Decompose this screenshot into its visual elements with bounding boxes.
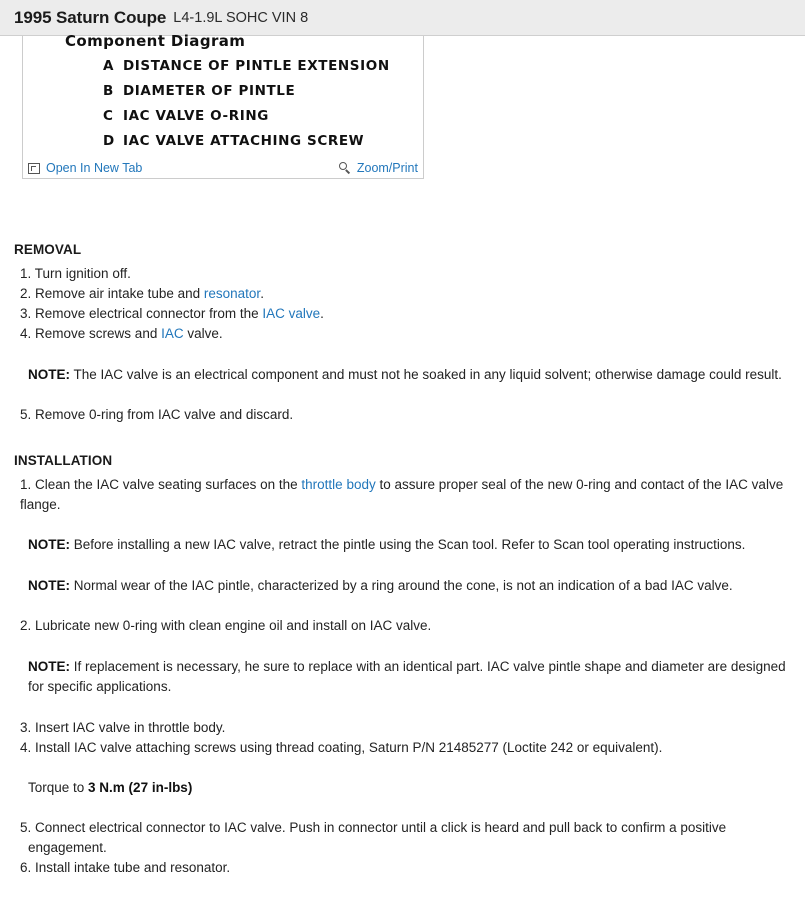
- article-body: [14, 240, 790, 879]
- list-item: [14, 304, 790, 324]
- step-text-tail: valve.: [183, 326, 223, 342]
- step-number: 1.: [20, 265, 32, 281]
- step-text-tail: to assure proper seal of the new 0-ring and contact of the IAC valve flange.: [20, 476, 784, 513]
- legend-text: IAC VALVE O-RING: [123, 108, 269, 124]
- note-text: If replacement is necessary, he sure to replace with an identical part. IAC valve pintle shape and diameter are designed for specific applications.: [28, 658, 786, 695]
- zoom-print-label: Zoom/Print: [356, 161, 418, 175]
- note-block: [14, 535, 790, 556]
- note-block: [14, 365, 790, 386]
- note-label: NOTE:: [28, 366, 70, 382]
- note-block: [14, 657, 790, 698]
- new-tab-icon: [28, 163, 40, 174]
- list-item: [14, 264, 790, 284]
- step-number: 3.: [20, 306, 32, 322]
- section-heading-installation: INSTALLATION: [14, 453, 113, 469]
- list-item: 4. Install IAC valve attaching screws using thread coating, Saturn P/N 21485277 (Loctite 242 or equivalent).: [20, 739, 663, 755]
- legend-key: D: [103, 133, 115, 149]
- torque-label: Torque to: [28, 780, 89, 796]
- legend-item: [23, 58, 423, 74]
- step-number: 2.: [20, 285, 32, 301]
- list-item: [14, 324, 790, 344]
- torque-spec: [14, 778, 790, 798]
- note-label: NOTE:: [28, 577, 70, 593]
- note-label: NOTE:: [28, 658, 70, 674]
- note-text: The IAC valve is an electrical component and must not he soaked in any liquid solvent; otherwise damage could result.: [70, 366, 782, 382]
- step-text: Remove screws and: [35, 326, 162, 342]
- legend-item: [23, 83, 423, 99]
- step-number: 4.: [20, 326, 32, 342]
- step-text: Remove air intake tube and: [35, 285, 204, 301]
- list-item: 5. Connect electrical connector to IAC valve. Push in connector until a click is heard and pull back to confirm a positive engagement.: [20, 819, 727, 856]
- link-resonator[interactable]: resonator: [203, 285, 261, 301]
- list-item: [14, 475, 790, 516]
- note-label: NOTE:: [28, 537, 70, 553]
- list-item: 5. Remove 0-ring from IAC valve and discard.: [20, 407, 294, 423]
- zoom-print-button[interactable]: [339, 161, 418, 175]
- legend-text: DIAMETER OF PINTLE: [123, 83, 296, 99]
- legend-key: C: [103, 108, 114, 124]
- legend-text: DISTANCE OF PINTLE EXTENSION: [123, 58, 390, 74]
- list-item: [14, 284, 790, 304]
- step-text: Remove electrical connector from the: [35, 306, 263, 322]
- note-text: Normal wear of the IAC pintle, characterized by a ring around the cone, is not an indication of a bad IAC valve.: [70, 577, 733, 593]
- figure-legend: [23, 58, 423, 158]
- magnifier-icon: [339, 162, 351, 174]
- step-text-tail: .: [260, 285, 264, 301]
- vehicle-title: 1995 Saturn Coupe: [14, 7, 167, 27]
- open-in-new-tab-label: Open In New Tab: [46, 161, 143, 175]
- vehicle-engine: L4-1.9L SOHC VIN 8: [173, 9, 309, 26]
- list-item: 3. Insert IAC valve in throttle body.: [20, 719, 226, 735]
- section-heading-removal: REMOVAL: [14, 242, 82, 257]
- legend-item: [23, 133, 423, 149]
- note-block: [14, 576, 790, 597]
- link-iac-valve[interactable]: IAC valve: [262, 306, 321, 322]
- step-text: Turn ignition off.: [34, 265, 131, 281]
- note-text: Before installing a new IAC valve, retract the pintle using the Scan tool. Refer to Scan tool operating instructions.: [70, 537, 746, 553]
- link-throttle-body[interactable]: throttle body: [301, 476, 376, 492]
- legend-key: B: [103, 83, 114, 99]
- step-text: 1. Clean the IAC valve seating surfaces on the: [20, 476, 302, 492]
- figure-caption-clipped: Component Diagram: [65, 32, 246, 50]
- link-iac[interactable]: IAC: [161, 326, 184, 342]
- figure-toolbar: [22, 156, 424, 180]
- open-in-new-tab-button[interactable]: [28, 161, 142, 175]
- vehicle-header: [0, 0, 805, 36]
- step-text-tail: .: [320, 306, 324, 322]
- legend-text: IAC VALVE ATTACHING SCREW: [123, 133, 365, 149]
- list-item: 6. Install intake tube and resonator.: [20, 860, 231, 876]
- legend-item: [23, 108, 423, 124]
- torque-value: 3 N.m (27 in-lbs): [88, 780, 193, 796]
- legend-key: A: [103, 58, 115, 74]
- list-item: 2. Lubricate new 0-ring with clean engine oil and install on IAC valve.: [20, 618, 432, 634]
